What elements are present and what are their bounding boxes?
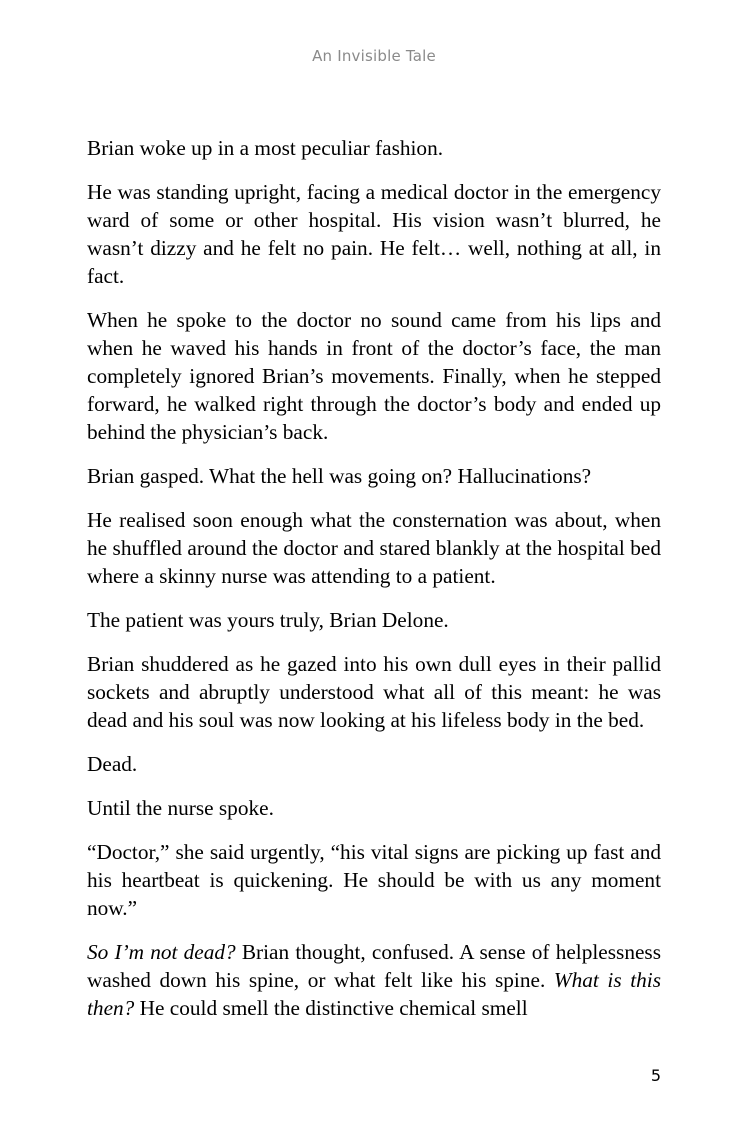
paragraph: Dead. (87, 752, 138, 776)
paragraph: Until the nurse spoke. (87, 796, 274, 820)
paragraph: Brian gasped. What the hell was going on? Hallucinations? (87, 464, 592, 488)
paragraph: The patient was yours truly, Brian Delone. (87, 608, 449, 632)
italic-thought: So I’m not dead? (87, 940, 236, 964)
paragraph: He was standing upright, facing a medical doctor in the emergency ward of some or other hospital. His vision wasn’t blurred, he wasn’t dizzy and he felt no pain. He felt… well, nothing at all, in fact. (87, 180, 661, 288)
paragraph-text: Brian thought, confused. A sense of helplessness washed down his spine, or what felt like his spine. (87, 940, 661, 992)
paragraph: When he spoke to the doctor no sound came from his lips and when he waved his hands in front of the doctor’s face, the man completely ignored Brian’s movements. Finally, when he stepped forward, he walked right through the doctor’s body and ended up behind the physician’s back. (87, 308, 661, 444)
paragraph: He realised soon enough what the consternation was about, when he shuffled around the doctor and stared blankly at the hospital bed where a skinny nurse was attending to a patient. (87, 508, 661, 588)
body-text (87, 134, 661, 1022)
paragraph-text: He could smell the distinctive chemical smell (134, 996, 528, 1020)
paragraph: “Doctor,” she said urgently, “his vital signs are picking up fast and his heartbeat is quickening. He should be with us any moment now.” (87, 840, 661, 920)
page-number: 5 (650, 1066, 661, 1085)
running-header: An Invisible Tale (312, 47, 436, 65)
paragraph: Brian woke up in a most peculiar fashion. (87, 136, 444, 160)
italic-thought: What is this then? (87, 968, 661, 1020)
paragraph-last (87, 938, 661, 1022)
paragraph: Brian shuddered as he gazed into his own dull eyes in their pallid sockets and abruptly understood what all of this meant: he was dead and his soul was now looking at his lifeless body in the bed. (87, 652, 661, 732)
